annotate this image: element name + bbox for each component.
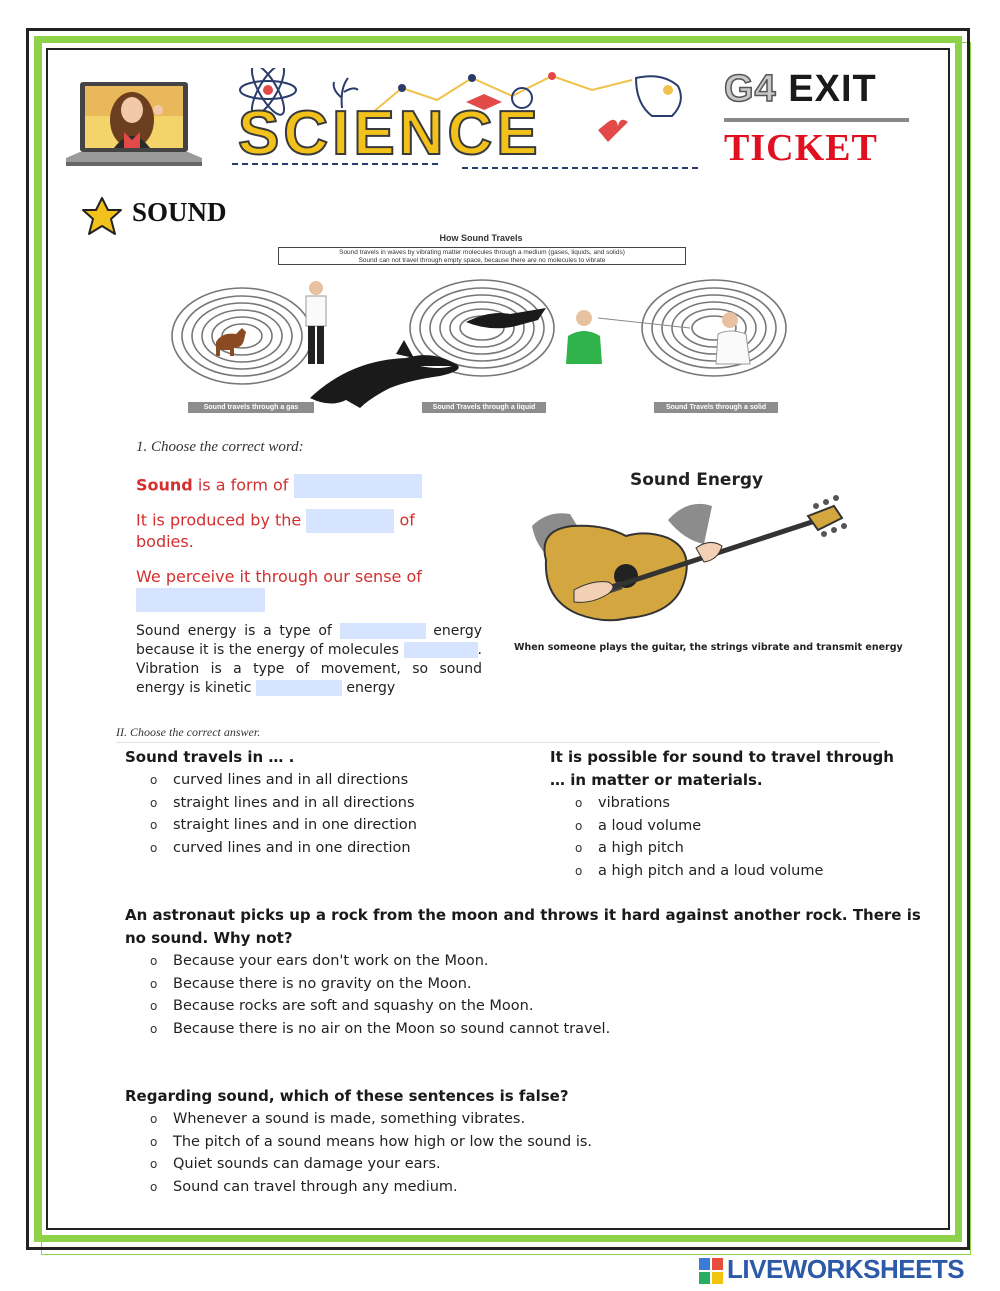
option[interactable]: o straight lines and in all directions xyxy=(149,792,417,815)
watermark: LIVEWORKSHEETS xyxy=(727,1254,965,1284)
option[interactable]: o a high pitch and a loud volume xyxy=(574,860,894,883)
option[interactable]: o Sound can travel through any medium. xyxy=(149,1176,592,1199)
blank-form-of[interactable] xyxy=(294,474,422,498)
caption-gas: Sound travels through a gas xyxy=(188,402,314,413)
para-text-c: . Vibration is a type of movement, so sound energy is kinetic xyxy=(136,642,482,696)
question-1-text: Sound travels in … . xyxy=(125,748,295,766)
diagram-description xyxy=(278,247,686,265)
question-4-text: Regarding sound, which of these sentences is false? xyxy=(125,1087,569,1105)
question-4-options xyxy=(149,1108,592,1198)
sentence-1 xyxy=(136,474,422,498)
part2-divider xyxy=(116,742,880,743)
sentence-3: We perceive it through our sense of xyxy=(136,567,422,586)
question-4 xyxy=(125,1085,592,1198)
exit-label: EXIT xyxy=(788,68,877,110)
blank-molecules[interactable] xyxy=(404,642,478,658)
teacher-laptop-icon xyxy=(66,80,202,168)
listener-icon xyxy=(716,312,750,364)
guitar-caption: When someone plays the guitar, the strings vibrate and transmit energy xyxy=(514,642,903,653)
sentence-1-text: is a form of xyxy=(197,475,289,495)
question-2-text-a: It is possible for sound to travel through xyxy=(550,748,894,766)
blank-produced-by[interactable] xyxy=(306,509,394,533)
sentence-1-bold: Sound xyxy=(136,475,193,495)
grade-exit-label xyxy=(724,68,877,111)
option[interactable]: o Because your ears don't work on the Moon. xyxy=(149,950,921,973)
option[interactable]: o straight lines and in one direction xyxy=(149,814,417,837)
question-3 xyxy=(125,904,921,1040)
option[interactable]: o Because there is no air on the Moon so sound cannot travel. xyxy=(149,1018,921,1041)
option[interactable]: o curved lines and in all directions xyxy=(149,769,417,792)
para-text-d: energy xyxy=(346,680,396,696)
sound-energy-title: Sound Energy xyxy=(630,470,764,490)
question-3-text-a: An astronaut picks up a rock from the moon and throws it hard against another rock. There is xyxy=(125,906,921,924)
dog-icon xyxy=(216,328,246,356)
diagram-title: How Sound Travels xyxy=(439,233,523,243)
para-text-b: energy because it is the energy of molecules xyxy=(136,623,482,658)
sentence-2-text-a: It is produced by the xyxy=(136,510,302,530)
section-title: SOUND xyxy=(132,197,227,227)
question-1 xyxy=(125,746,417,859)
para-text-a: Sound energy is a type of xyxy=(136,623,332,639)
man-icon xyxy=(306,281,326,364)
option[interactable]: o Because there is no gravity on the Moon. xyxy=(149,973,921,996)
option[interactable]: o Whenever a sound is made, something vibrates. xyxy=(149,1108,592,1131)
boy-icon xyxy=(566,310,602,364)
sound-travel-diagram xyxy=(170,270,800,420)
ticket-divider xyxy=(724,118,909,122)
option[interactable]: o a high pitch xyxy=(574,837,894,860)
sentence-2 xyxy=(136,509,415,533)
part2-instruction: II. Choose the correct answer. xyxy=(116,725,261,739)
option[interactable]: o Quiet sounds can damage your ears. xyxy=(149,1153,592,1176)
question-3-text-b: no sound. Why not? xyxy=(125,929,293,947)
question-2 xyxy=(550,746,894,882)
option[interactable]: o Because rocks are soft and squashy on the Moon. xyxy=(149,995,921,1018)
option[interactable]: o a loud volume xyxy=(574,815,894,838)
question-1-options xyxy=(149,769,417,859)
blank-type-of-energy[interactable] xyxy=(340,623,426,639)
ticket-label: TICKET xyxy=(724,127,878,169)
liveworksheets-logo-icon xyxy=(699,1258,723,1284)
science-banner xyxy=(222,68,722,176)
caption-solid: Sound Travels through a solid xyxy=(654,402,778,413)
guitar-figure xyxy=(508,490,888,638)
question-2-options xyxy=(574,792,894,882)
caption-liquid: Sound Travels through a liquid xyxy=(422,402,546,413)
diagram-line-1: Sound travels in waves by vibrating matter molecules through a medium (gases, liquids, and solids) xyxy=(339,249,625,256)
diagram-line-2: Sound can not travel through empty space, because there are no molecules to vibrate xyxy=(358,257,606,264)
sentence-2-text-b: of xyxy=(399,510,415,530)
option[interactable]: o curved lines and in one direction xyxy=(149,837,417,860)
sentence-2-end: bodies. xyxy=(136,532,194,551)
blank-sense-of[interactable] xyxy=(136,588,265,612)
energy-paragraph xyxy=(136,622,482,698)
grade-label: G4 xyxy=(724,68,777,110)
whale-icon xyxy=(310,308,546,408)
option[interactable]: o The pitch of a sound means how high or low the sound is. xyxy=(149,1131,592,1154)
option[interactable]: o vibrations xyxy=(574,792,894,815)
part1-instruction: 1. Choose the correct word: xyxy=(136,439,304,455)
question-3-options xyxy=(149,950,921,1040)
question-2-text-b: … in matter or materials. xyxy=(550,771,763,789)
science-word: SCIENCE xyxy=(238,99,542,168)
star-icon xyxy=(80,196,124,238)
blank-kinetic-energy[interactable] xyxy=(256,680,342,696)
